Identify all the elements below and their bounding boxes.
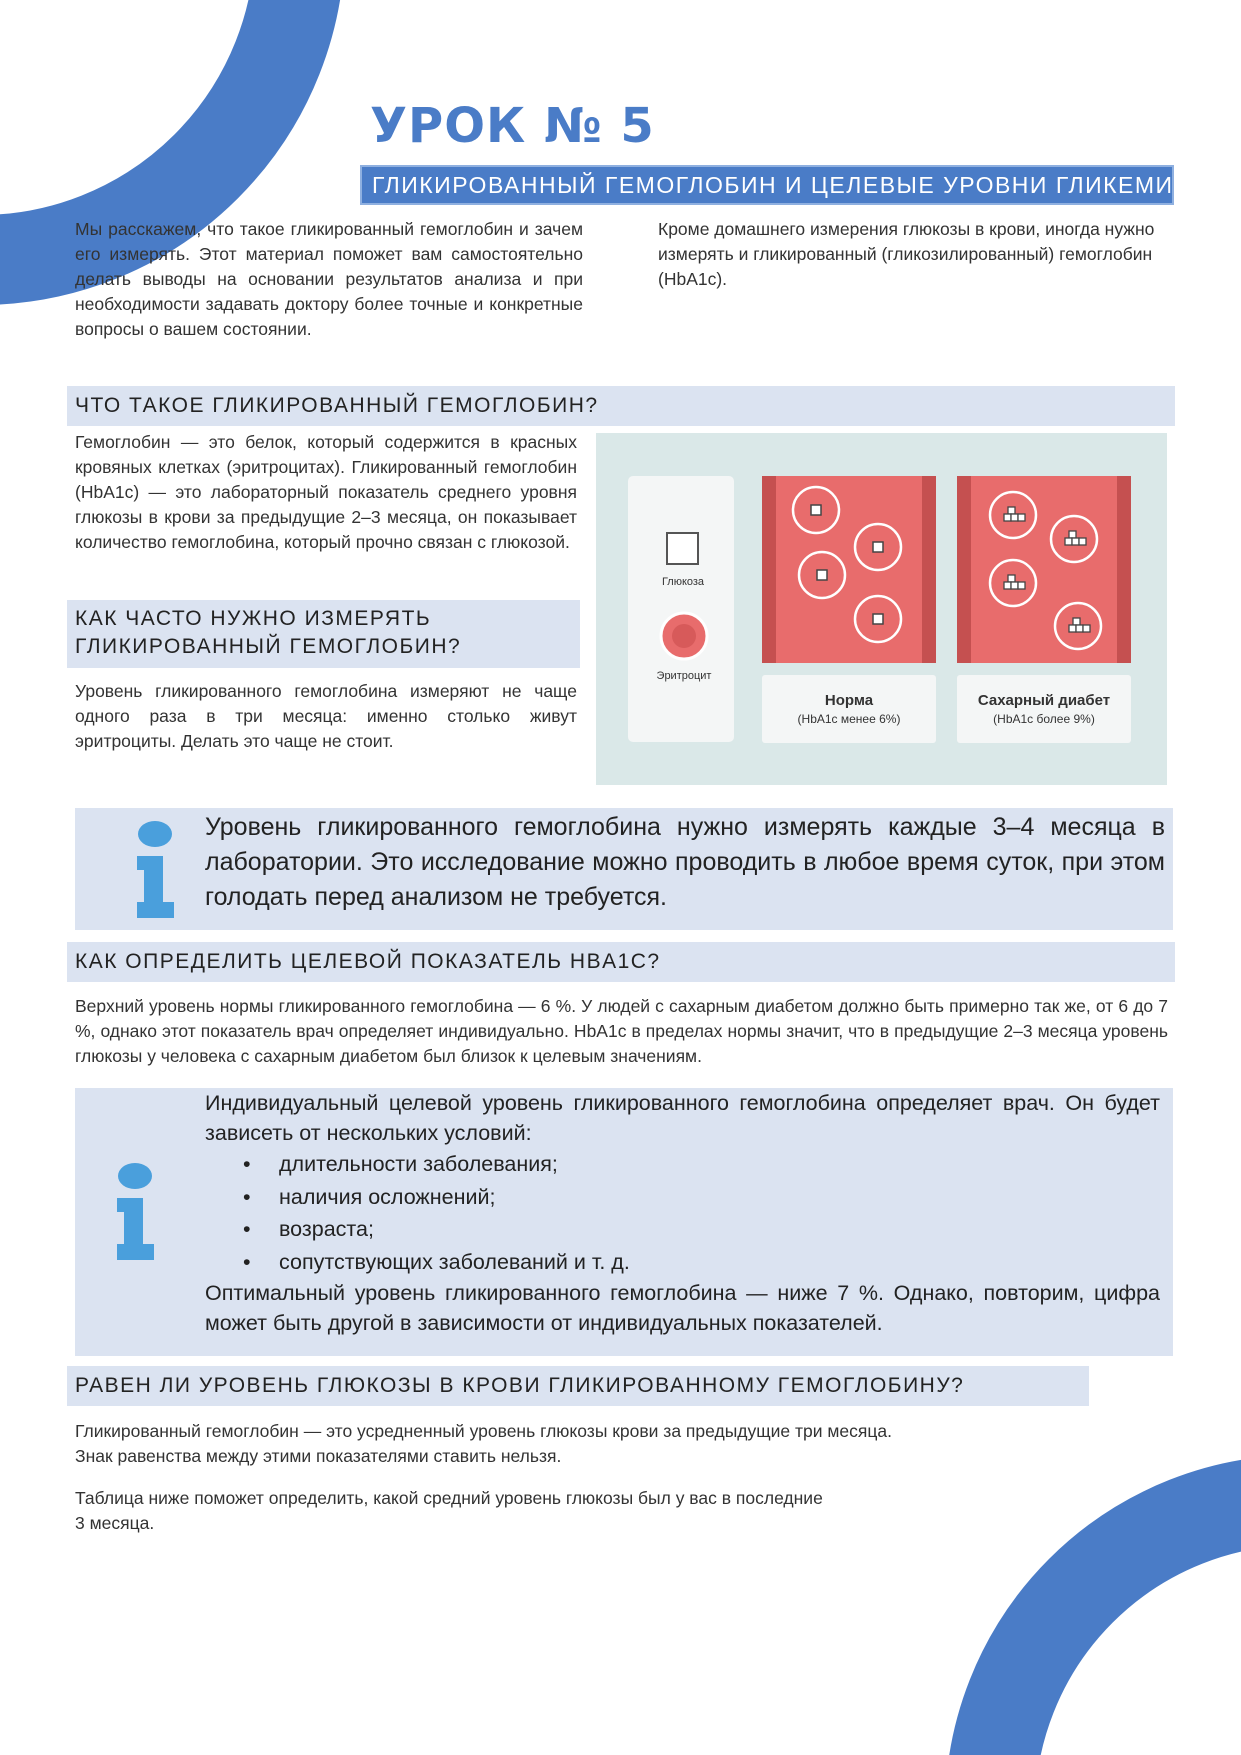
norm-label-box <box>762 675 936 743</box>
hba1c-illustration <box>596 433 1167 785</box>
section-what-is-text: Гемоглобин — это белок, который содержится в красных кровяных клетках (эритроцитах). Гликированный гемоглобин (HbA1c) — это лабораторный показатель среднего уровня глюкозы в крови за предыдущие 2–3 месяца, он показывает количество гемоглобина, который прочно связан с глюкозой. <box>75 432 577 552</box>
info-measurement-text: Уровень гликированного гемоглобина нужно измерять каждые 3–4 месяца в лаборатории. Это исследование можно проводить в любое время суток, при этом голодать перед анализом не требуется. <box>205 813 1165 911</box>
section-equality-paragraph-1 <box>75 1419 1075 1469</box>
list-item: • возраста; <box>205 1213 1160 1246</box>
diabetes-panel <box>957 476 1131 663</box>
conditions-list <box>205 1148 1160 1278</box>
section-heading-what-is: ЧТО ТАКОЕ ГЛИКИРОВАННЫЙ ГЕМОГЛОБИН? <box>67 386 1175 426</box>
list-item: • сопутствующих заболеваний и т. д. <box>205 1246 1160 1279</box>
norm-subtitle: (HbA1c менее 6%) <box>797 712 901 726</box>
hba1c-illustration-drawing <box>596 433 1167 785</box>
equality-p2-line2: 3 месяца. <box>75 1513 155 1533</box>
lesson-subtitle: ГЛИКИРОВАННЫЙ ГЕМОГЛОБИН И ЦЕЛЕВЫЕ УРОВНИ ГЛИКЕМИИ <box>360 165 1174 205</box>
legend-panel <box>628 476 734 742</box>
section-how-often-text: Уровень гликированного гемоглобина измеряют не чаще одного раза в три месяца: именно столько живут эритроциты. Делать это чаще не стоит. <box>75 681 577 751</box>
diabetes-label-box <box>957 675 1131 743</box>
legend-erythrocyte-label: Эритроцит <box>656 670 712 682</box>
info-icon <box>110 1162 160 1262</box>
diabetes-title: Сахарный диабет <box>977 692 1111 709</box>
section-heading-how-often-line1: КАК ЧАСТО НУЖНО ИЗМЕРЯТЬ <box>75 607 432 630</box>
section-heading-how-often-line2: ГЛИКИРОВАННЫЙ ГЕМОГЛОБИН? <box>75 635 462 658</box>
norm-title: Норма <box>824 692 874 709</box>
info-box-measurement <box>75 808 1173 930</box>
lesson-title: УРОК № 5 <box>370 98 655 154</box>
list-item: • длительности заболевания; <box>205 1148 1160 1181</box>
info-target-outro: Оптимальный уровень гликированного гемоглобина — ниже 7 %. Однако, повторим, цифра может быть другой в зависимости от индивидуальных показателей. <box>205 1281 1160 1335</box>
glucose-square-icon <box>667 533 698 564</box>
section-heading-equality: РАВЕН ЛИ УРОВЕНЬ ГЛЮКОЗЫ В КРОВИ ГЛИКИРОВАННОМУ ГЕМОГЛОБИНУ? <box>67 1366 1089 1406</box>
diabetes-subtitle: (HbA1c более 9%) <box>993 712 1095 726</box>
section-equality-paragraph-2 <box>75 1486 1075 1536</box>
section-target-text: Верхний уровень нормы гликированного гемоглобина — 6 %. У людей с сахарным диабетом должно быть примерно так же, от 6 до 7 %, однако этот показатель врач определяет индивидуально. HbA1c в пределах нормы значит, что в предыдущие 2–3 месяца уровень глюкозы у человека с сахарным диабетом был близок к целевым значениям. <box>75 996 1168 1066</box>
equality-p2-line1: Таблица ниже поможет определить, какой средний уровень глюкозы был у вас в последние <box>75 1488 823 1508</box>
legend-glucose-label: Глюкоза <box>661 576 705 588</box>
section-heading-target: КАК ОПРЕДЕЛИТЬ ЦЕЛЕВОЙ ПОКАЗАТЕЛЬ HBA1C? <box>67 942 1175 982</box>
section-heading-how-often <box>67 600 580 668</box>
info-box-target-level <box>75 1088 1173 1356</box>
equality-p1-line2: Знак равенства между этими показателями ставить нельзя. <box>75 1446 562 1466</box>
intro-right-paragraph: Кроме домашнего измерения глюкозы в крови, иногда нужно измерять и гликированный (гликозилированный) гемоглобин (HbA1c). <box>658 219 1155 289</box>
intro-left-paragraph: Мы расскажем, что такое гликированный гемоглобин и зачем его измерять. Этот материал поможет вам самостоятельно делать выводы на основании результатов анализа и при необходимости задавать доктору более точные и конкретные вопросы о вашем состоянии. <box>75 219 583 339</box>
equality-p1-line1: Гликированный гемоглобин — это усредненный уровень глюкозы крови за предыдущие три месяца. <box>75 1421 892 1441</box>
list-item: • наличия осложнений; <box>205 1181 1160 1214</box>
info-target-intro: Индивидуальный целевой уровень гликированного гемоглобина определяет врач. Он будет зависеть от нескольких условий: <box>205 1091 1160 1145</box>
info-target-content <box>205 1088 1160 1338</box>
norm-panel <box>762 476 936 663</box>
info-icon <box>130 820 180 920</box>
